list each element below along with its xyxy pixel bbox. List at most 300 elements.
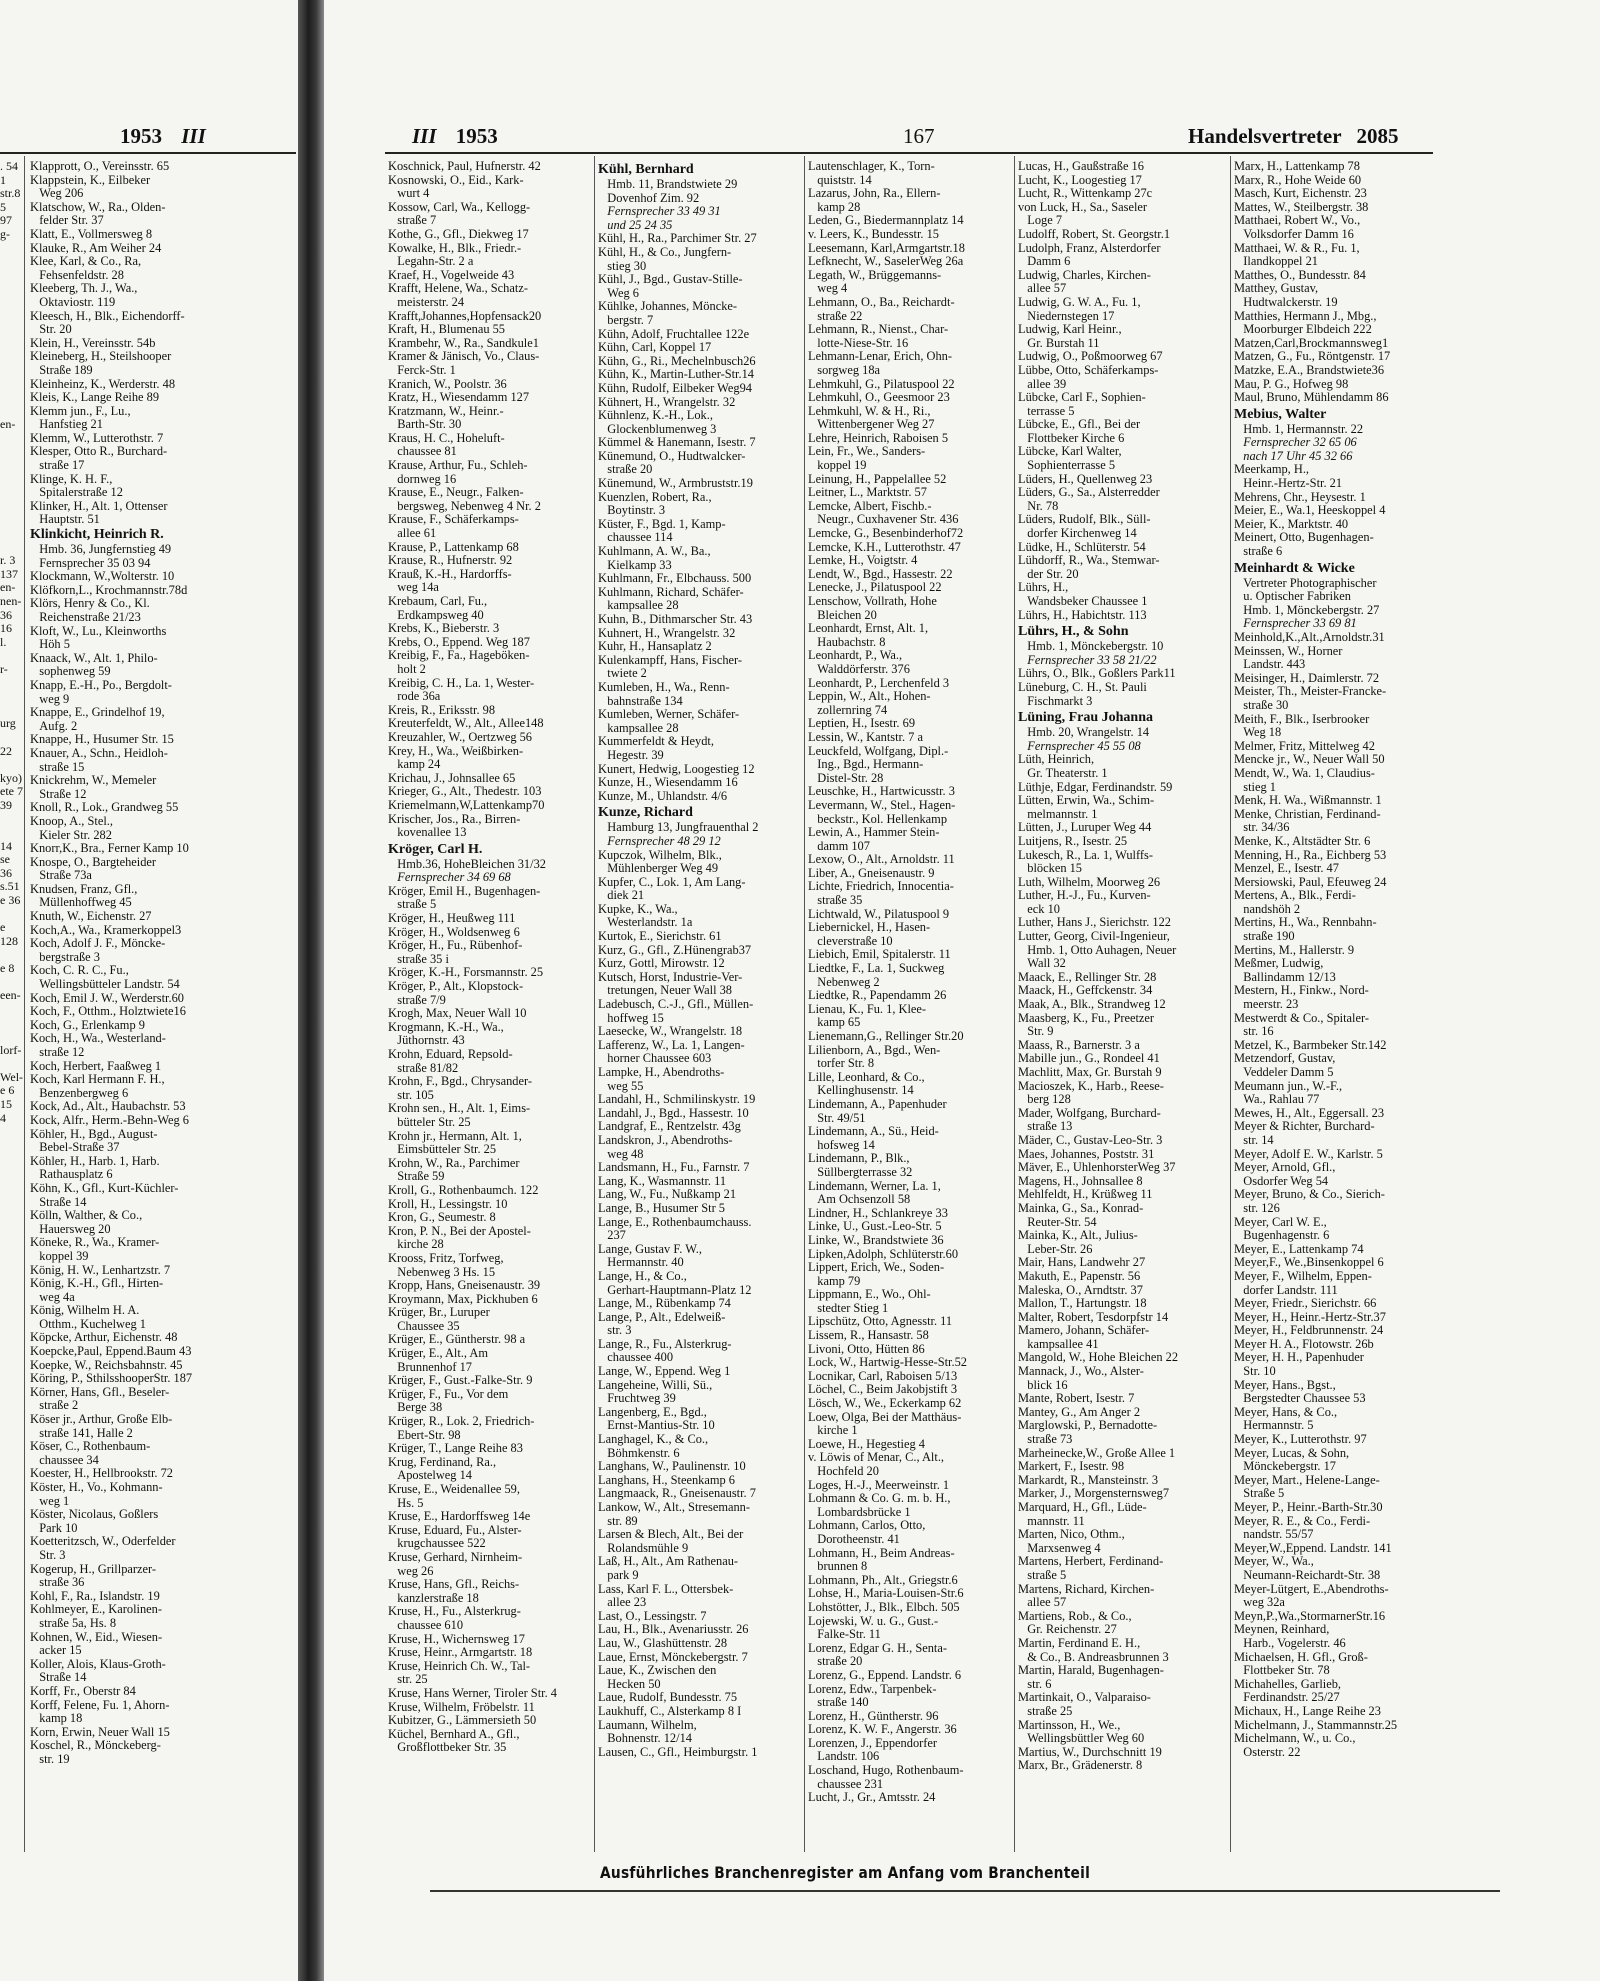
margin-fragment: 22	[0, 743, 12, 758]
listing-line: Köster, Nicolaus, Goßlers	[30, 1507, 159, 1522]
listing-line: straße 15	[30, 759, 85, 774]
listing-line: Krebaum, Carl, Fu.,	[388, 595, 488, 608]
listing-line: wurt 4	[388, 187, 430, 201]
listing-line: Mamero, Johann, Schäfer-	[1018, 1324, 1150, 1338]
listing-line: Lampke, H., Abendroths-	[598, 1066, 725, 1079]
listing-line: Laß, H., Alt., Am Rathenau-	[598, 1555, 739, 1569]
listing-line: Hmb. 11, Brandstwiete 29	[598, 178, 738, 191]
listing-line: Lorenz, H., Güntherstr. 96	[808, 1709, 939, 1723]
listing-line: Krieger, G., Alt., Thedestr. 103	[388, 785, 542, 799]
listing-line: Kleesch, H., Blk., Eichendorff-	[30, 308, 185, 323]
listing-line: Kock, Ad., Alt., Haubachstr. 53	[30, 1099, 186, 1114]
listing-line: Kühn, G., Ri., Mechelnbusch26	[598, 354, 756, 368]
listing-line: Kummerfeldt & Heydt,	[598, 735, 714, 749]
listing-line: Flottbeker Str. 78	[1234, 1664, 1330, 1678]
listing-line: Martin, Harald, Bugenhagen-	[1018, 1664, 1164, 1678]
listing-line: Langmaack, R., Gneisenaustr. 7	[598, 1487, 756, 1501]
listing-line: Hecken 50	[598, 1677, 661, 1691]
listing-line: Lessin, W., Kantstr. 7 a	[808, 730, 923, 744]
listing-line: Ladebusch, C.-J., Gfl., Müllen-	[598, 998, 754, 1012]
listing-line: Maleska, O., Arndtstr. 37	[1018, 1283, 1143, 1297]
listing-line: Fernsprecher 48 29 12	[598, 834, 721, 848]
listing-line: Matzke, E.A., Brandstwiete36	[1234, 363, 1385, 377]
listing-line: Maak, A., Blk., Strandweg 12	[1018, 998, 1166, 1012]
listing-line: straße 6	[1234, 545, 1283, 559]
listing-line: Wittenbergener Weg 27	[808, 418, 935, 432]
listing-line: Krüger, R., Lok. 2, Friedrich-	[388, 1415, 535, 1429]
listing-line: Menzel, E., Isestr. 47	[1234, 862, 1339, 876]
listing-line: Laue, Rudolf, Bundesstr. 75	[598, 1691, 738, 1705]
listing-line: straße 20	[598, 463, 653, 477]
listing-line: Knuth, W., Eichenstr. 27	[30, 909, 152, 924]
listing-line: Meinssen, W., Horner	[1234, 644, 1343, 658]
listing-line: Knoop, A., Stel.,	[30, 813, 113, 828]
margin-fragment	[0, 486, 24, 500]
listing-line: Str. 3	[30, 1547, 66, 1562]
listing-line: str. 14	[1234, 1133, 1274, 1147]
listing-line: straße 22	[808, 309, 863, 323]
listing-line: Lehmkuhl, G., Pilatuspool 22	[808, 377, 955, 391]
listing-line: Langenberg, E., Bgd.,	[598, 1405, 707, 1419]
listing-line: eck 10	[1018, 902, 1060, 916]
listing-line: Macioszek, K., Harb., Reese-	[1018, 1079, 1164, 1093]
listing-line: Krüger, F., Fu., Vor dem	[388, 1387, 509, 1401]
listing-line: Koch, G., Erlenkamp 9	[30, 1017, 145, 1032]
margin-fragment	[0, 677, 24, 691]
listing-line: Ballindamm 12/13	[1234, 970, 1336, 984]
margin-fragment	[0, 282, 24, 296]
listing-heading: Kühl, Bernhard	[598, 162, 694, 177]
listing-line: Langhans, H., Steenkamp 6	[598, 1473, 735, 1487]
listing-line: Hmb. 1, Hermannstr. 22	[1234, 422, 1364, 436]
listing-line: Lehre, Heinrich, Raboisen 5	[808, 431, 949, 445]
listing-line: Knaack, W., Alt. 1, Philo-	[30, 650, 158, 665]
listing-line: Neugr., Cuxhavener Str. 436	[808, 513, 959, 527]
listing-line: Mallon, T., Hartungstr. 18	[1018, 1297, 1147, 1311]
listing-line: Lucas, H., Gaußstraße 16	[1018, 160, 1144, 173]
listing-line: Kruse, H., Wichernsweg 17	[388, 1632, 525, 1646]
listing-line: str. 126	[1234, 1201, 1280, 1215]
listing-line: Lange, P., Alt., Edelweiß-	[598, 1310, 726, 1324]
listing-line: Höh 5	[30, 637, 70, 652]
listing-line: Meinert, Otto, Bugenhagen-	[1234, 531, 1374, 545]
listing-line: Meyer H. A., Flotowstr. 26b	[1234, 1337, 1374, 1351]
listing-line: hofsweg 14	[808, 1138, 875, 1152]
listing-line: Straße 14	[30, 1194, 87, 1209]
margin-fragment: 4	[0, 1110, 6, 1125]
listing-line: Matthaei, W. & R., Fu. 1,	[1234, 241, 1360, 255]
listing-line: Michelmann, W., u. Co.,	[1234, 1732, 1356, 1746]
listing-line: weg 26	[388, 1564, 434, 1578]
margin-fragment: . 54	[0, 159, 18, 173]
listing-line: Köster, H., Vo., Kohmann-	[30, 1480, 163, 1494]
margin-fragment	[0, 649, 24, 663]
listing-line: Klemm, W., Lutterothstr. 7	[30, 430, 164, 445]
listing-line: Matthies, Hermann J., Mbg.,	[1234, 309, 1377, 323]
listing-line: Fischmarkt 3	[1018, 694, 1093, 708]
listing-line: Oktaviostr. 119	[30, 294, 116, 309]
listing-line: Klinker, H., Alt. 1, Ottenser	[30, 498, 168, 513]
listing-line: Loschand, Hugo, Rothenbaum-	[808, 1764, 964, 1778]
listing-line: felder Str. 37	[30, 213, 104, 228]
listing-line: von Luck, H., Sa., Saseler	[1018, 200, 1148, 214]
listing-line: Lindner, H., Schlankreye 33	[808, 1206, 948, 1220]
listing-line: Krey, H., Wa., Weißbirken-	[388, 744, 524, 758]
listing-line: Maes, Johannes, Poststr. 31	[1018, 1147, 1155, 1161]
header-rule	[385, 152, 1433, 154]
listing-line: park 9	[598, 1568, 639, 1582]
listing-line: Kubitzer, G., Lämmersieth 50	[388, 1714, 537, 1728]
left-header-year: 1953	[120, 124, 162, 148]
directory-column-5	[1234, 160, 1440, 1860]
margin-fragment	[0, 1030, 24, 1044]
margin-fragment: r. 3	[0, 553, 16, 568]
listing-line: dorfer Landstr. 111	[1234, 1283, 1338, 1297]
listing-line: Lenschow, Vollrath, Hohe	[808, 595, 937, 608]
listing-line: Lindemann, Werner, La. 1,	[808, 1179, 941, 1193]
listing-line: Liedtke, F., La. 1, Suckweg	[808, 962, 945, 976]
listing-line: Markert, F., Isestr. 98	[1018, 1460, 1125, 1474]
listing-line: Kruse, Heinrich Ch. W., Tal-	[388, 1659, 531, 1673]
listing-line: Krohn jr., Hermann, Alt. 1,	[388, 1129, 522, 1143]
listing-line: Malter, Robert, Tesdorpfstr 14	[1018, 1310, 1169, 1324]
listing-line: Meier, E., Wa.1, Heeskoppel 4	[1234, 504, 1386, 518]
listing-line: Köhler, H., Bgd., August-	[30, 1126, 158, 1141]
listing-line: allee 57	[1018, 282, 1067, 296]
listing-line: Krause, Arthur, Fu., Schleh-	[388, 459, 528, 473]
listing-line: straße 36	[30, 1575, 85, 1590]
listing-line: Metzel, K., Barmbeker Str.142	[1234, 1038, 1387, 1052]
listing-line: Hmb. 1, Mönckebergstr. 27	[1234, 603, 1380, 617]
listing-line: Osterstr. 22	[1234, 1745, 1301, 1759]
listing-line: nandstr. 55/57	[1234, 1528, 1314, 1542]
listing-line: bergstr. 7	[598, 313, 654, 327]
listing-line: Lemcke, K.H., Lutterothstr. 47	[808, 540, 961, 554]
margin-fragment	[0, 459, 24, 473]
listing-line: Hamburg 13, Jungfrauenthal 2	[598, 821, 759, 835]
listing-line: Last, O., Lessingstr. 7	[598, 1609, 707, 1623]
listing-line: berg 128	[1018, 1093, 1071, 1107]
listing-line: Lübcke, E., Gfl., Bei der	[1018, 418, 1141, 432]
margin-fragment	[0, 826, 24, 840]
listing-line: allee 61	[388, 527, 437, 541]
listing-line: Mäder, C., Gustav-Leo-Str. 3	[1018, 1133, 1163, 1147]
listing-line: Koester, H., Hellbrookstr. 72	[30, 1466, 174, 1481]
listing-line: krugchaussee 522	[388, 1537, 486, 1551]
listing-line: Kruse, E., Hardorffsweg 14e	[388, 1510, 531, 1524]
listing-line: Veddeler Damm 5	[1234, 1066, 1334, 1079]
listing-line: Fernsprecher 33 69 81	[1234, 617, 1357, 631]
listing-line: Meyer, H., Feldbrunnenstr. 24	[1234, 1324, 1384, 1338]
listing-line: Kropp, Hans, Gneisenaustr. 39	[388, 1279, 541, 1293]
listing-line: str. 16	[1234, 1025, 1274, 1039]
listing-line: Distel-Str. 28	[808, 771, 884, 785]
listing-line: Reichenstraße 21/23	[30, 610, 141, 624]
listing-line: Knoll, R., Lok., Grandweg 55	[30, 800, 179, 815]
listing-line: Lucht, K., Loogestieg 17	[1018, 173, 1142, 187]
listing-line: Mertens, A., Blk., Ferdi-	[1234, 889, 1356, 903]
listing-line: Bugenhagenstr. 6	[1234, 1229, 1330, 1243]
listing-line: Str. 10	[1234, 1365, 1276, 1379]
listing-line: Kruse, E., Weidenallee 59,	[388, 1483, 520, 1496]
listing-line: Larsen & Blech, Alt., Bei der	[598, 1528, 744, 1542]
listing-line: Lefknecht, W., SaselerWeg 26a	[808, 255, 964, 269]
listing-line: straße 140	[808, 1696, 869, 1710]
listing-line: Lemcke, G., Besenbinderhof72	[808, 527, 964, 541]
listing-line: Künemund, O., Hudtwalcker-	[598, 449, 746, 463]
listing-line: Mainka, G., Sa., Konrad-	[1018, 1201, 1144, 1215]
listing-line: Str. 9	[1018, 1025, 1054, 1039]
listing-line: Kupczok, Wilhelm, Blk.,	[598, 848, 722, 862]
listing-line: Lindemann, A., Papenhuder	[808, 1097, 947, 1111]
listing-line: Mersiowski, Paul, Efeuweg 24	[1234, 875, 1387, 889]
listing-line: Kupfer, C., Lok. 1, Am Lang-	[598, 875, 746, 889]
listing-line: Lüders, Rudolf, Blk., Süll-	[1018, 513, 1151, 527]
listing-line: Matthaei, Robert W., Vo.,	[1234, 214, 1361, 228]
listing-line: Lösch, W., We., Eckerkamp 62	[808, 1397, 962, 1411]
listing-line: Lühdorff, R., Wa., Stemwar-	[1018, 554, 1160, 568]
listing-line: Meyer, Friedr., Sierichstr. 66	[1234, 1297, 1377, 1311]
listing-line: Hs. 5	[388, 1496, 424, 1510]
listing-line: Korff, Felene, Fu. 1, Ahorn-	[30, 1697, 170, 1712]
listing-line: Lichte, Friedrich, Innocentia-	[808, 880, 954, 894]
listing-line: Kratzmann, W., Heinr.-	[388, 404, 504, 418]
listing-line: Kogerup, H., Grillparzer-	[30, 1561, 157, 1576]
listing-line: Kuhnert, H., Wrangelstr. 32	[598, 626, 736, 640]
listing-line: Lemcke, Albert, Fischb.-	[808, 499, 932, 513]
listing-line: Meyer, K., Lutterothstr. 97	[1234, 1433, 1367, 1447]
listing-line: Ludwig, Karl Heinr.,	[1018, 323, 1122, 337]
listing-heading: Kröger, Carl H.	[388, 841, 483, 857]
listing-line: Mühlenberger Weg 49	[598, 862, 719, 876]
left-column	[30, 159, 193, 1766]
listing-line: Lüders, H., Quellenweg 23	[1018, 472, 1153, 486]
listing-line: Meerkamp, H.,	[1234, 463, 1310, 477]
listing-line: Kröger, H., Heußweg 111	[388, 912, 516, 926]
listing-line: Kreuzahler, W., Oertzweg 56	[388, 730, 533, 744]
listing-line: Loew, Olga, Bei der Matthäus-	[808, 1410, 962, 1424]
listing-line: Koch, C. R. C., Fu.,	[30, 963, 129, 978]
listing-line: lotte-Niese-Str. 16	[808, 336, 909, 350]
listing-line: kanzlerstraße 18	[388, 1591, 479, 1605]
listing-line: Lafferenz, W., La. 1, Langen-	[598, 1038, 745, 1052]
margin-fragment: e 36	[0, 893, 21, 908]
listing-line: Leonhardt, P., Wa.,	[808, 649, 903, 663]
listing-line: Hmb.36, HoheBleichen 31/32	[388, 857, 546, 871]
margin-fragment: en-	[0, 417, 16, 432]
listing-line: Weg 6	[598, 286, 639, 300]
listing-line: Klauke, R., Am Weiher 24	[30, 240, 162, 255]
listing-line: Koch, Emil J. W., Werderstr.60	[30, 990, 184, 1005]
listing-line: kirche 1	[808, 1424, 858, 1438]
listing-line: Kraus, H. C., Hoheluft-	[388, 431, 505, 445]
listing-line: Magens, H., Johnsallee 8	[1018, 1174, 1143, 1188]
listing-line: Martens, Herbert, Ferdinand-	[1018, 1555, 1164, 1569]
listing-line: Lenecke, J., Pilatuspool 22	[808, 581, 942, 595]
margin-fragment	[0, 976, 24, 990]
listing-line: Lührs, O., Blk., Goßlers Park11	[1018, 667, 1176, 681]
listing-line: Kreis, R., Eriksstr. 98	[388, 703, 496, 717]
listing-line: Marquard, H., Gfl., Lüde-	[1018, 1501, 1147, 1514]
listing-line: Meyer, P., Heinr.-Barth-Str.30	[1234, 1501, 1383, 1514]
listing-line: Weg 18	[1234, 726, 1282, 740]
listing-line: allee 23	[598, 1596, 647, 1610]
page-number: 167	[903, 124, 935, 148]
margin-fragment: r-	[0, 661, 8, 676]
listing-line: Kühl, H., Ra., Parchimer Str. 27	[598, 232, 757, 246]
listing-line: Knauer, A., Schn., Heidloh-	[30, 745, 168, 760]
listing-line: Klein, H., Vereinsstr. 54b	[30, 335, 156, 350]
listing-line: koppel 19	[808, 459, 867, 473]
listing-line: Klockmann, W.,Wolterstr. 10	[30, 569, 175, 584]
listing-line: kamp 28	[808, 200, 861, 214]
listing-line: Knospe, O., Bargteheider	[30, 854, 157, 869]
listing-line: str. 25	[388, 1673, 428, 1687]
margin-fragment	[0, 541, 24, 555]
listing-heading: Kunze, Richard	[598, 805, 693, 821]
listing-line: Kroll, G., Rothenbaumch. 122	[388, 1183, 539, 1197]
listing-line: Kreibig, C. H., La. 1, Wester-	[388, 676, 535, 690]
listing-line: Kühl, J., Bgd., Gustav-Stille-	[598, 273, 743, 287]
margin-fragment	[0, 364, 24, 378]
listing-line: Leuschke, H., Hartwicusstr. 3	[808, 785, 955, 799]
listing-line: Berge 38	[388, 1401, 443, 1415]
listing-line: Kröger, P., Alt., Klopstock-	[388, 980, 524, 994]
listing-line: Fernsprecher 33 49 31	[598, 205, 721, 219]
listing-line: Jüthornstr. 43	[388, 1034, 465, 1048]
listing-line: Klesper, Otto R., Burchard-	[30, 444, 168, 459]
listing-line: Meister, Th., Meister-Francke-	[1234, 685, 1387, 699]
listing-line: Fehsenfeldstr. 28	[30, 267, 124, 282]
listing-line: Kuhr, H., Hansaplatz 2	[598, 640, 712, 654]
listing-line: Maass, R., Barnerstr. 3 a	[1018, 1038, 1140, 1052]
listing-line: Krambehr, W., Ra., Sandkule1	[388, 336, 539, 350]
margin-fragment: ete 7	[0, 784, 23, 799]
column-divider-4	[1230, 156, 1231, 1852]
listing-line: Ludwig, G. W. A., Fu. 1,	[1018, 295, 1141, 309]
listing-line: Reuter-Str. 54	[1018, 1215, 1097, 1229]
left-header-vol: III	[181, 124, 206, 148]
listing-line: Lucht, J., Gr., Amtsstr. 24	[808, 1791, 936, 1805]
listing-line: Matthes, O., Bundesstr. 84	[1234, 268, 1366, 282]
listing-line: Mewes, H., Alt., Eggersall. 23	[1234, 1106, 1385, 1120]
listing-line: Leitner, L., Marktstr. 57	[808, 486, 927, 500]
listing-line: koppel 39	[30, 1248, 89, 1263]
listing-line: Meyer, Lucas, & Sohn,	[1234, 1446, 1350, 1460]
listing-line: straße 35 i	[388, 952, 449, 966]
listing-line: Lütten, J., Luruper Weg 44	[1018, 821, 1152, 835]
listing-line: Lütten, Erwin, Wa., Schim-	[1018, 794, 1155, 808]
listing-line: Meyer, Bruno, & Co., Sierich-	[1234, 1188, 1385, 1202]
listing-line: Luitjens, R., Isestr. 25	[1018, 834, 1128, 848]
listing-line: Hegestr. 39	[598, 748, 664, 762]
listing-line: Leppin, W., Alt., Hohen-	[808, 690, 931, 704]
listing-line: Klatt, E., Vollmersweg 8	[30, 226, 153, 241]
listing-line: Mantey, G., Am Anger 2	[1018, 1405, 1141, 1419]
listing-line: Hmb. 1, Mönckebergstr. 10	[1018, 640, 1164, 654]
listing-line: weg 14a	[388, 581, 439, 595]
listing-line: kamp 65	[808, 1016, 861, 1030]
listing-line: Matzen, G., Fu., Röntgenstr. 17	[1234, 350, 1391, 364]
listing-line: Chaussee 35	[388, 1319, 460, 1333]
listing-line: kamp 18	[30, 1711, 83, 1726]
listing-line: chaussee 114	[598, 531, 673, 545]
margin-fragment	[0, 405, 24, 419]
listing-line: straße 141, Halle 2	[30, 1425, 133, 1440]
listing-line: Westerlandstr. 1a	[598, 916, 693, 930]
listing-line: Kowalke, H., Blk., Friedr.-	[388, 241, 522, 255]
listing-line: Makuth, E., Papenstr. 56	[1018, 1269, 1141, 1283]
listing-line: Kroymann, Max, Pickhuben 6	[388, 1292, 538, 1306]
listing-line: Lohmann, Ph., Alt., Griegstr.6	[808, 1573, 958, 1587]
listing-line: Nebenweg 3 Hs. 15	[388, 1265, 496, 1279]
listing-line: Kühnlenz, K.-H., Lok.,	[598, 409, 713, 423]
listing-line: Kreuterfeldt, W., Alt., Allee148	[388, 717, 544, 731]
listing-line: Martius, W., Durchschnitt 19	[1018, 1745, 1162, 1759]
listing-line: Glockenblumenweg 3	[598, 422, 717, 436]
listing-line: chaussee 610	[388, 1618, 464, 1632]
listing-line: Krichau, J., Johnsallee 65	[388, 771, 516, 785]
margin-fragment: s.51	[0, 879, 20, 894]
listing-line: Löchel, C., Beim Jakobjstift 3	[808, 1383, 958, 1397]
listing-line: Straße 73a	[30, 868, 92, 883]
listing-line: Kruse, Wilhelm, Fröbelstr. 11	[388, 1700, 535, 1714]
listing-line: Lorenz, Edgar G. H., Senta-	[808, 1641, 948, 1655]
listing-line: Lindemann, A., Sü., Heid-	[808, 1125, 939, 1139]
margin-fragment: 39	[0, 797, 12, 812]
listing-line: Volksdorfer Damm 16	[1234, 227, 1354, 241]
listing-line: Kock, Alfr., Herm.-Behn-Weg 6	[30, 1112, 190, 1127]
listing-line: Kühn, K., Martin-Luther-Str.14	[598, 368, 754, 382]
listing-line: Loewe, H., Hegestieg 4	[808, 1437, 925, 1451]
listing-line: Mertins, M., Hallerstr. 9	[1234, 943, 1355, 957]
listing-line: Lukesch, R., La. 1, Wulffs-	[1018, 848, 1153, 862]
listing-line: Marxsenweg 4	[1018, 1541, 1101, 1555]
listing-line: Hudtwalckerstr. 19	[1234, 295, 1338, 309]
margin-fragment: lorf-	[0, 1042, 22, 1057]
listing-line: weg 1	[30, 1493, 70, 1508]
listing-line: der Str. 20	[1018, 567, 1079, 581]
listing-line: sorgweg 18a	[808, 363, 881, 377]
listing-line: Luther, Hans J., Sierichstr. 122	[1018, 916, 1171, 930]
listing-line: Kölln, Walther, & Co.,	[30, 1208, 143, 1223]
listing-line: Langhagel, K., & Co.,	[598, 1433, 709, 1447]
listing-line: Koch, H., Wa., Westerland-	[30, 1031, 166, 1046]
listing-line: & Co., B. Andreasbrunnen 3	[1018, 1650, 1169, 1664]
listing-line: Markardt, R., Mansteinstr. 3	[1018, 1473, 1159, 1487]
listing-line: Krohn, Eduard, Repsold-	[388, 1048, 513, 1061]
listing-line: Heinr.-Hertz-Str. 21	[1234, 477, 1343, 491]
listing-line: tretungen, Neuer Wall 38	[598, 984, 732, 998]
footer-note: Ausführliches Branchenregister am Anfang vom Branchenteil	[600, 1863, 1091, 1882]
listing-line: Ferdinandstr. 25/27	[1234, 1691, 1340, 1705]
listing-line: Machlitt, Max, Gr. Burstah 9	[1018, 1066, 1162, 1079]
listing-line: Legahn-Str. 2 a	[388, 255, 474, 269]
listing-line: Osdorfer Weg 54	[1234, 1174, 1329, 1188]
margin-fragment: urg	[0, 716, 16, 731]
listing-line: str. 19	[30, 1751, 70, 1766]
listing-line: Ludwig, Charles, Kirchen-	[1018, 268, 1151, 282]
listing-line: Menk, H. Wa., Wißmannstr. 1	[1234, 794, 1382, 808]
listing-line: straße 2	[30, 1398, 79, 1413]
margin-fragment	[0, 242, 24, 256]
listing-line: Kohlmeyer, E., Karolinen-	[30, 1602, 162, 1617]
listing-line: Bleichen 20	[808, 608, 877, 622]
listing-line: straße 5a, Hs. 8	[30, 1615, 117, 1630]
listing-line: Lissem, R., Hansastr. 58	[808, 1329, 929, 1343]
listing-line: Meyer, R. E., & Co., Ferdi-	[1234, 1514, 1371, 1528]
margin-fragment	[0, 296, 24, 310]
